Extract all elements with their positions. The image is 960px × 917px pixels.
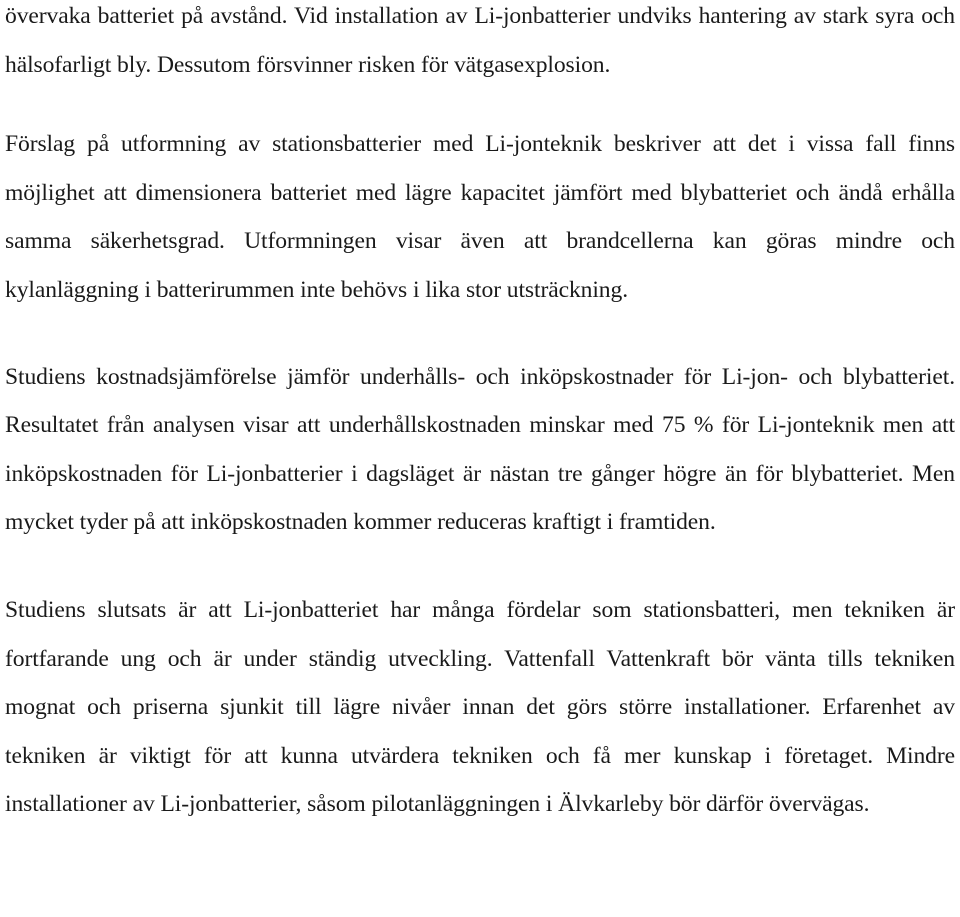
paragraph-battery-monitoring: övervaka batteriet på avstånd. Vid installation av Li-jonbatterier undviks hantering av stark syra och hälsofarligt bly. Dessutom försvinner risken för vätgasexplosion.	[5, 3, 955, 78]
paragraph-conclusion: Studiens slutsats är att Li-jonbatteriet har många fördelar som stationsbatteri, men tekniken är fortfarande ung och är under ständig utveckling. Vattenfall Vattenkraft bör vänta tills tekniken mognat och priserna sjunkit till lägre nivåer innan det görs större installationer. Erfarenhet av tekniken är viktigt för att kunna utvärdera tekniken och få mer kunskap i företaget. Mindre installationer av Li-jonbatterier, såsom pilotanläggningen i Älvkarleby bör därför övervägas.	[5, 596, 955, 818]
paragraph-cost-comparison: Studiens kostnadsjämförelse jämför underhålls- och inköpskostnader för Li-jon- och blybatteriet. Resultatet från analysen visar att underhållskostnaden minskar med 75 % för Li-jonteknik men att inköpskostnaden för Li-jonbatterier i dagsläget är nästan tre gånger högre än för blybatteriet. Men mycket tyder på att inköpskostnaden kommer reduceras kraftigt i framtiden.	[5, 363, 955, 536]
document-page	[5, 0, 955, 829]
paragraph-design-proposal: Förslag på utformning av stationsbatterier med Li-jonteknik beskriver att det i vissa fall finns möjlighet att dimensionera batteriet med lägre kapacitet jämfört med blybatteriet och ändå erhålla samma säkerhetsgrad. Utformningen visar även att brandcellerna kan göras mindre och kylanläggning i batterirummen inte behövs i lika stor utsträckning.	[5, 131, 955, 303]
